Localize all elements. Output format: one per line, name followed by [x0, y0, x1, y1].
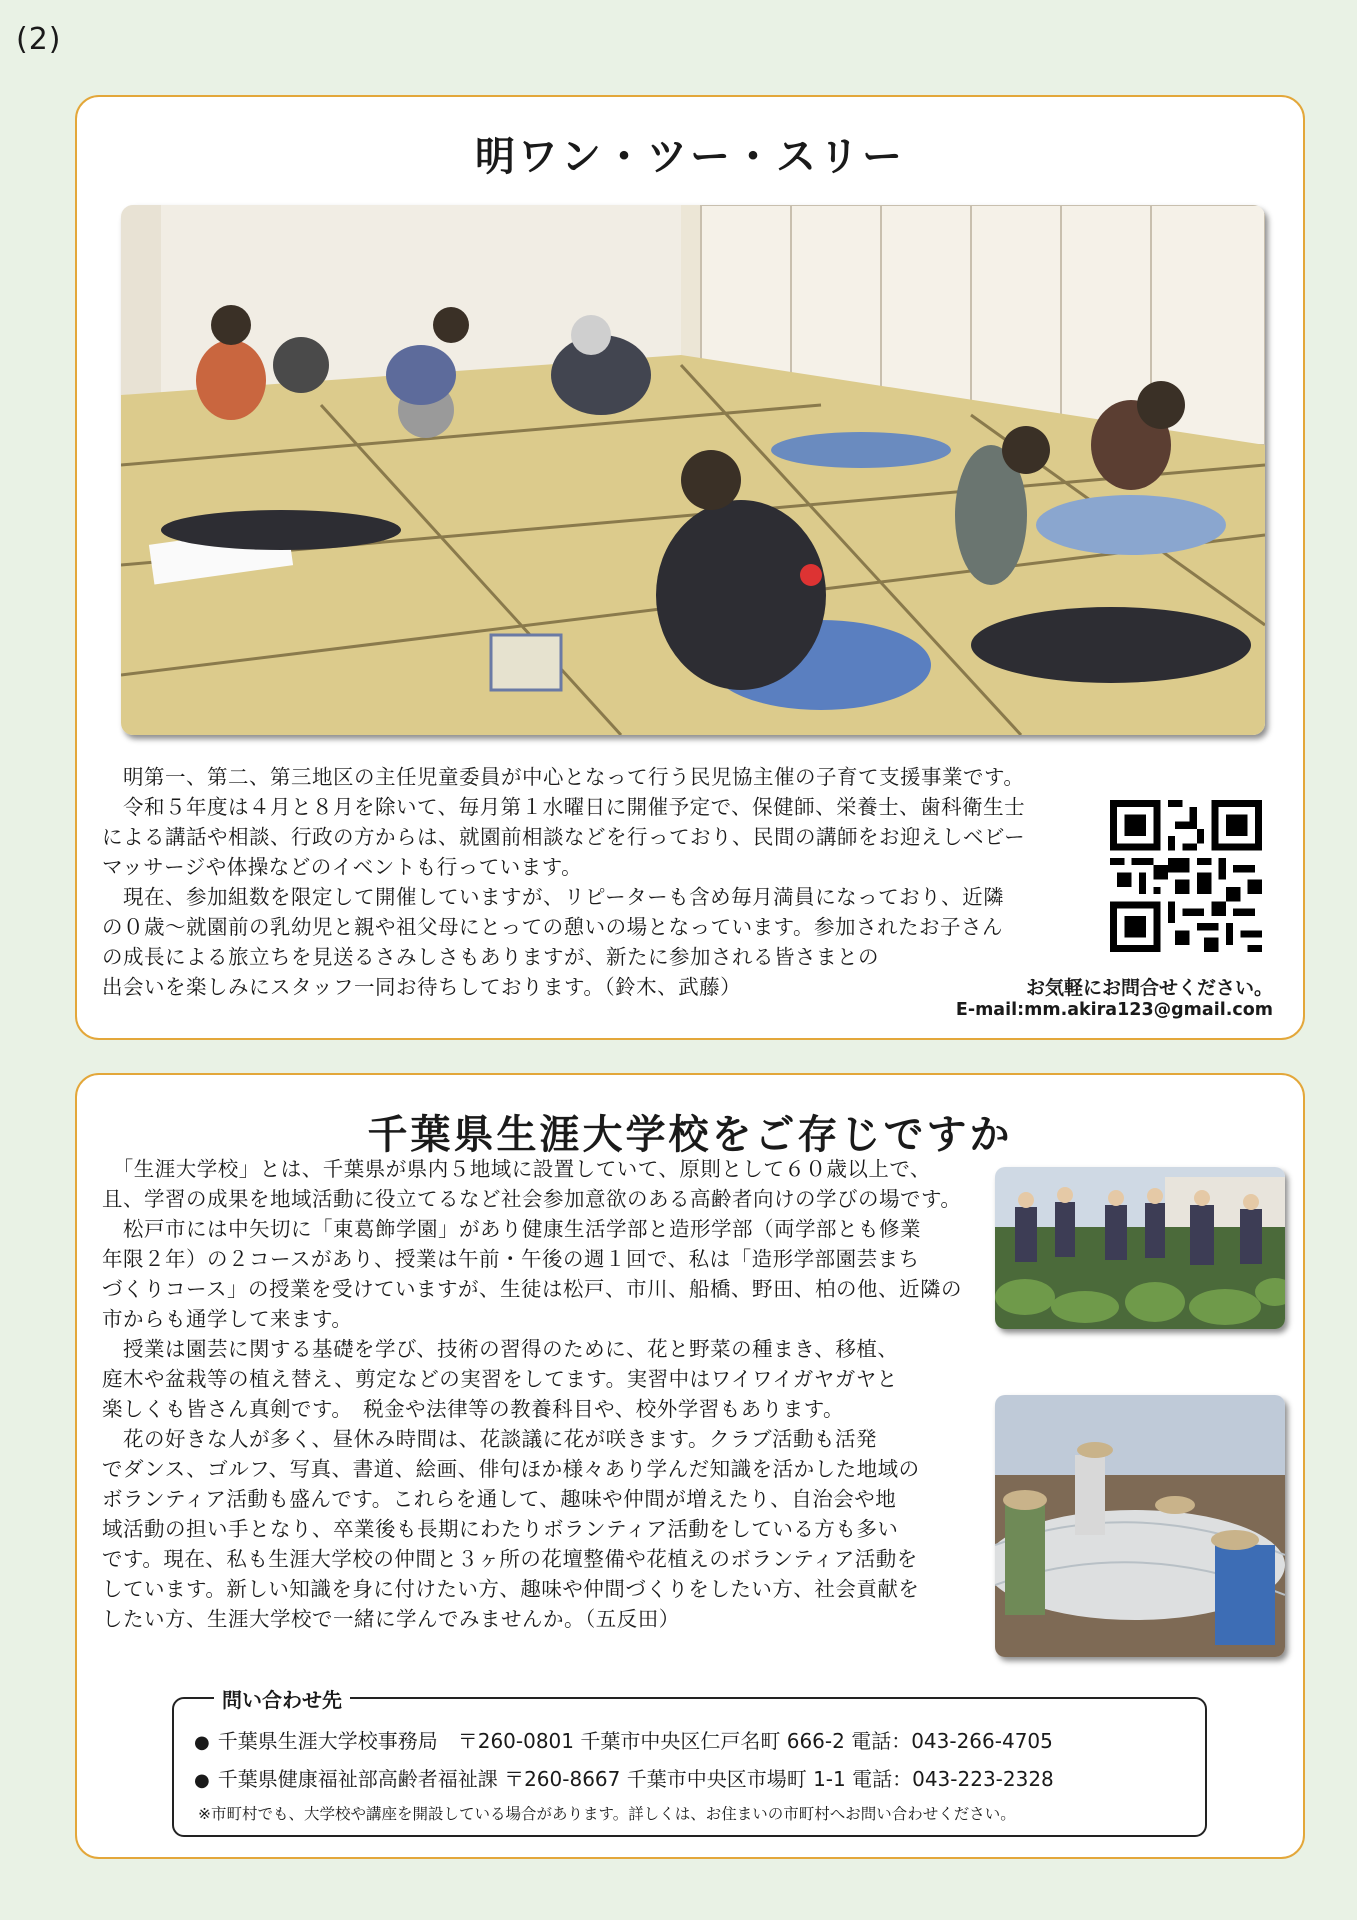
inquiry-row — [194, 1763, 1054, 1792]
body-line: の成長による旅立ちを見送るさみしさもありますが、新たに参加される皆さまとの — [102, 945, 879, 969]
inquiry-text: 千葉県健康福祉部高齢者福祉課 〒260-8667 千葉市中央区市場町 1-1 電話：043-223-2328 — [217, 1767, 1054, 1791]
body-line: による講話や相談、行政の方からは、就園前相談などを行っており、民間の講師をお迎えしベビー — [102, 825, 1026, 849]
body-line: 現在、参加組数を限定して開催していますが、リピーターも含め毎月満員になっており、近隣 — [102, 885, 1005, 909]
contact-cta: お気軽にお問合せください。 — [1025, 977, 1273, 999]
body-line: 明第一、第二、第三地区の主任児童委員が中心となって行う民児協主催の子育て支援事業です。 — [102, 765, 1025, 789]
inquiry-box — [172, 1688, 1207, 1837]
body-line: マッサージや体操などのイベントも行っています。 — [102, 855, 583, 879]
section-body — [102, 762, 1202, 1002]
contact-email[interactable]: E-mail:mm.akira123@gmail.com — [955, 1000, 1273, 1020]
body-line: 楽しくも皆さん真剣です。 税金や法律等の教養科目や、校外学習もあります。 — [102, 1397, 845, 1421]
inquiry-row — [194, 1725, 1053, 1754]
body-line: したい方、生涯大学校で一緒に学んでみませんか。（五反田） — [102, 1607, 680, 1631]
body-line: 庭木や盆栽等の植え替え、剪定などの実習をしてます。実習中はワイワイガヤガヤと — [102, 1367, 898, 1391]
body-line: しています。新しい知識を身に付けたい方、趣味や仲間づくりをしたい方、社会貢献を — [102, 1577, 920, 1601]
body-line: 出会いを楽しみにスタッフ一同お待ちしております。（鈴木、武藤） — [102, 975, 742, 999]
inquiry-label: 問い合わせ先 — [214, 1684, 350, 1713]
section-title: 千葉県生涯大学校をご存じですか — [367, 1112, 1013, 1158]
body-line: ボランティア活動も盛んです。これらを通して、趣味や仲間が増えたり、自治会や地 — [102, 1487, 897, 1511]
event-photo — [121, 205, 1265, 735]
page-number: (2) — [16, 22, 62, 57]
body-line: 域活動の担い手となり、卒業後も長期にわたりボランティア活動をしている方も多い — [102, 1517, 899, 1541]
section-lifelong-college — [75, 1073, 1305, 1859]
body-line: でダンス、ゴルフ、写真、書道、絵画、俳句ほか様々あり学んだ知識を活かした地域の — [102, 1457, 920, 1481]
section-title: 明ワン・ツー・スリー — [475, 134, 905, 180]
body-line: の０歳～就園前の乳幼児と親や祖父母にとっての憩いの場となっています。参加されたお子さん — [102, 915, 1003, 939]
body-line: です。現在、私も生涯大学校の仲間と３ヶ所の花壇整備や花植えのボランティア活動を — [102, 1547, 918, 1571]
bullet-icon: ● — [194, 1732, 210, 1753]
body-line: 授業は園芸に関する基礎を学び、技術の習得のために、花と野菜の種まき、移植、 — [102, 1337, 899, 1361]
greenhouse-photo — [995, 1395, 1285, 1657]
body-line: 花の好きな人が多く、昼休み時間は、花談議に花が咲きます。クラブ活動も活発 — [102, 1427, 877, 1451]
section-akira-123 — [75, 95, 1305, 1040]
inquiry-text: 千葉県生涯大学校事務局 〒260-0801 千葉市中央区仁戸名町 666-2 電話：043-266-4705 — [217, 1729, 1053, 1753]
garden-photo — [995, 1167, 1285, 1329]
bullet-icon: ● — [194, 1770, 210, 1791]
body-line: づくりコース」の授業を受けていますが、生徒は松戸、市川、船橋、野田、柏の他、近隣の — [102, 1277, 962, 1301]
body-line: 且、学習の成果を地域活動に役立てるなど社会参加意欲のある高齢者向けの学びの場です。 — [102, 1187, 962, 1211]
section-body — [102, 1154, 1102, 1634]
body-line: 年限２年）の２コースがあり、授業は午前・午後の週１回で、私は「造形学部園芸まち — [102, 1247, 920, 1271]
body-line: 令和５年度は４月と８月を除いて、毎月第１水曜日に開催予定で、保健師、栄養士、歯科衛生士 — [102, 795, 1026, 819]
body-line: 松戸市には中矢切に「東葛飾学園」があり健康生活学部と造形学部（両学部とも修業 — [102, 1217, 921, 1241]
qr-code-icon[interactable] — [1110, 800, 1262, 952]
body-line: 市からも通学して来ます。 — [102, 1307, 353, 1331]
body-line: 「生涯大学校」とは、千葉県が県内５地域に設置していて、原則として６０歳以上で、 — [102, 1157, 931, 1181]
inquiry-note: ※市町村でも、大学校や講座を開設している場合があります。詳しくは、お住まいの市町村へお問い合わせください。 — [198, 1805, 1016, 1823]
